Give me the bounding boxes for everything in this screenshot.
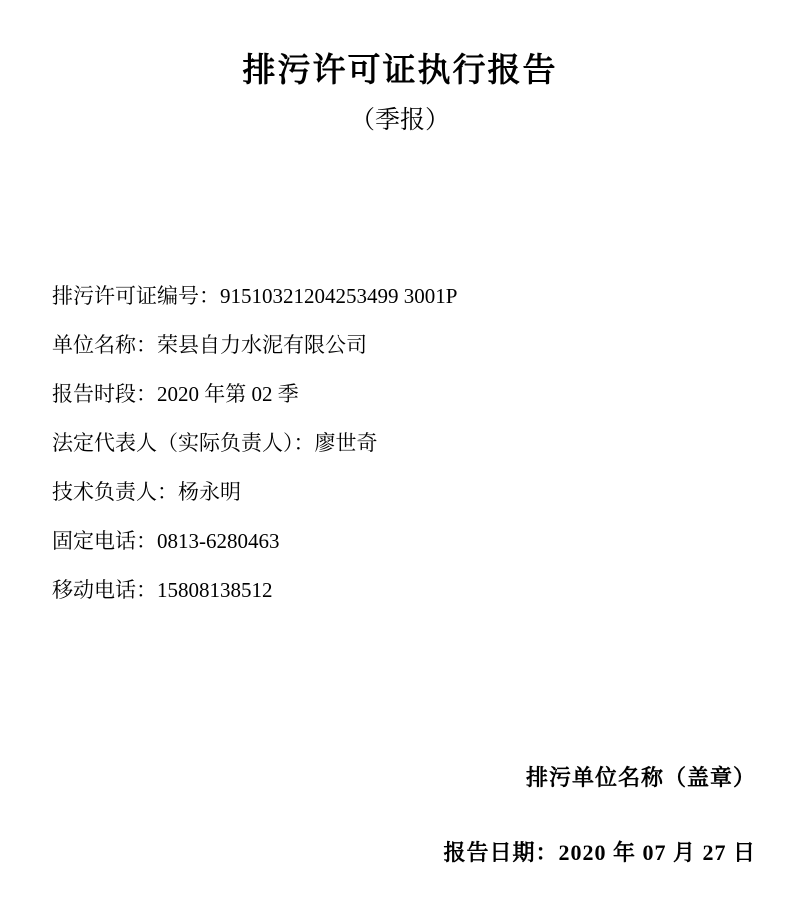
- field-legal-representative: [52, 430, 800, 455]
- field-landline-phone: [52, 528, 800, 553]
- report-date-line: 报告日期：2020 年 07 月 27 日: [443, 840, 756, 865]
- field-value: 廖世奇: [314, 430, 378, 455]
- field-label: 排污许可证编号：: [52, 283, 220, 308]
- field-list: [0, 283, 800, 602]
- field-label: 单位名称：: [52, 332, 157, 357]
- field-value: 91510321204253499 3001P: [220, 283, 458, 308]
- document-footer: [156, 761, 756, 867]
- field-label: 固定电话：: [52, 528, 157, 553]
- field-label: 法定代表人（实际负责人）：: [52, 430, 315, 455]
- field-label: 报告时段：: [52, 381, 157, 406]
- field-value: 15808138512: [157, 577, 273, 602]
- field-label: 移动电话：: [52, 577, 157, 602]
- field-value: 2020 年第 02 季: [157, 381, 299, 406]
- field-value: 杨永明: [178, 479, 241, 504]
- page-subtitle: （季报）: [349, 106, 450, 134]
- seal-line: 排污单位名称（盖章）: [525, 765, 756, 790]
- field-report-period: [52, 381, 800, 406]
- field-value: 0813-6280463: [157, 528, 280, 553]
- field-value: 荣县自力水泥有限公司: [157, 332, 367, 357]
- field-unit-name: [52, 332, 800, 357]
- field-technical-lead: [52, 479, 800, 504]
- page-title: 排污许可证执行报告: [242, 53, 558, 89]
- field-label: 技术负责人：: [52, 479, 178, 504]
- field-permit-number: [52, 283, 800, 308]
- field-mobile-phone: [52, 577, 800, 602]
